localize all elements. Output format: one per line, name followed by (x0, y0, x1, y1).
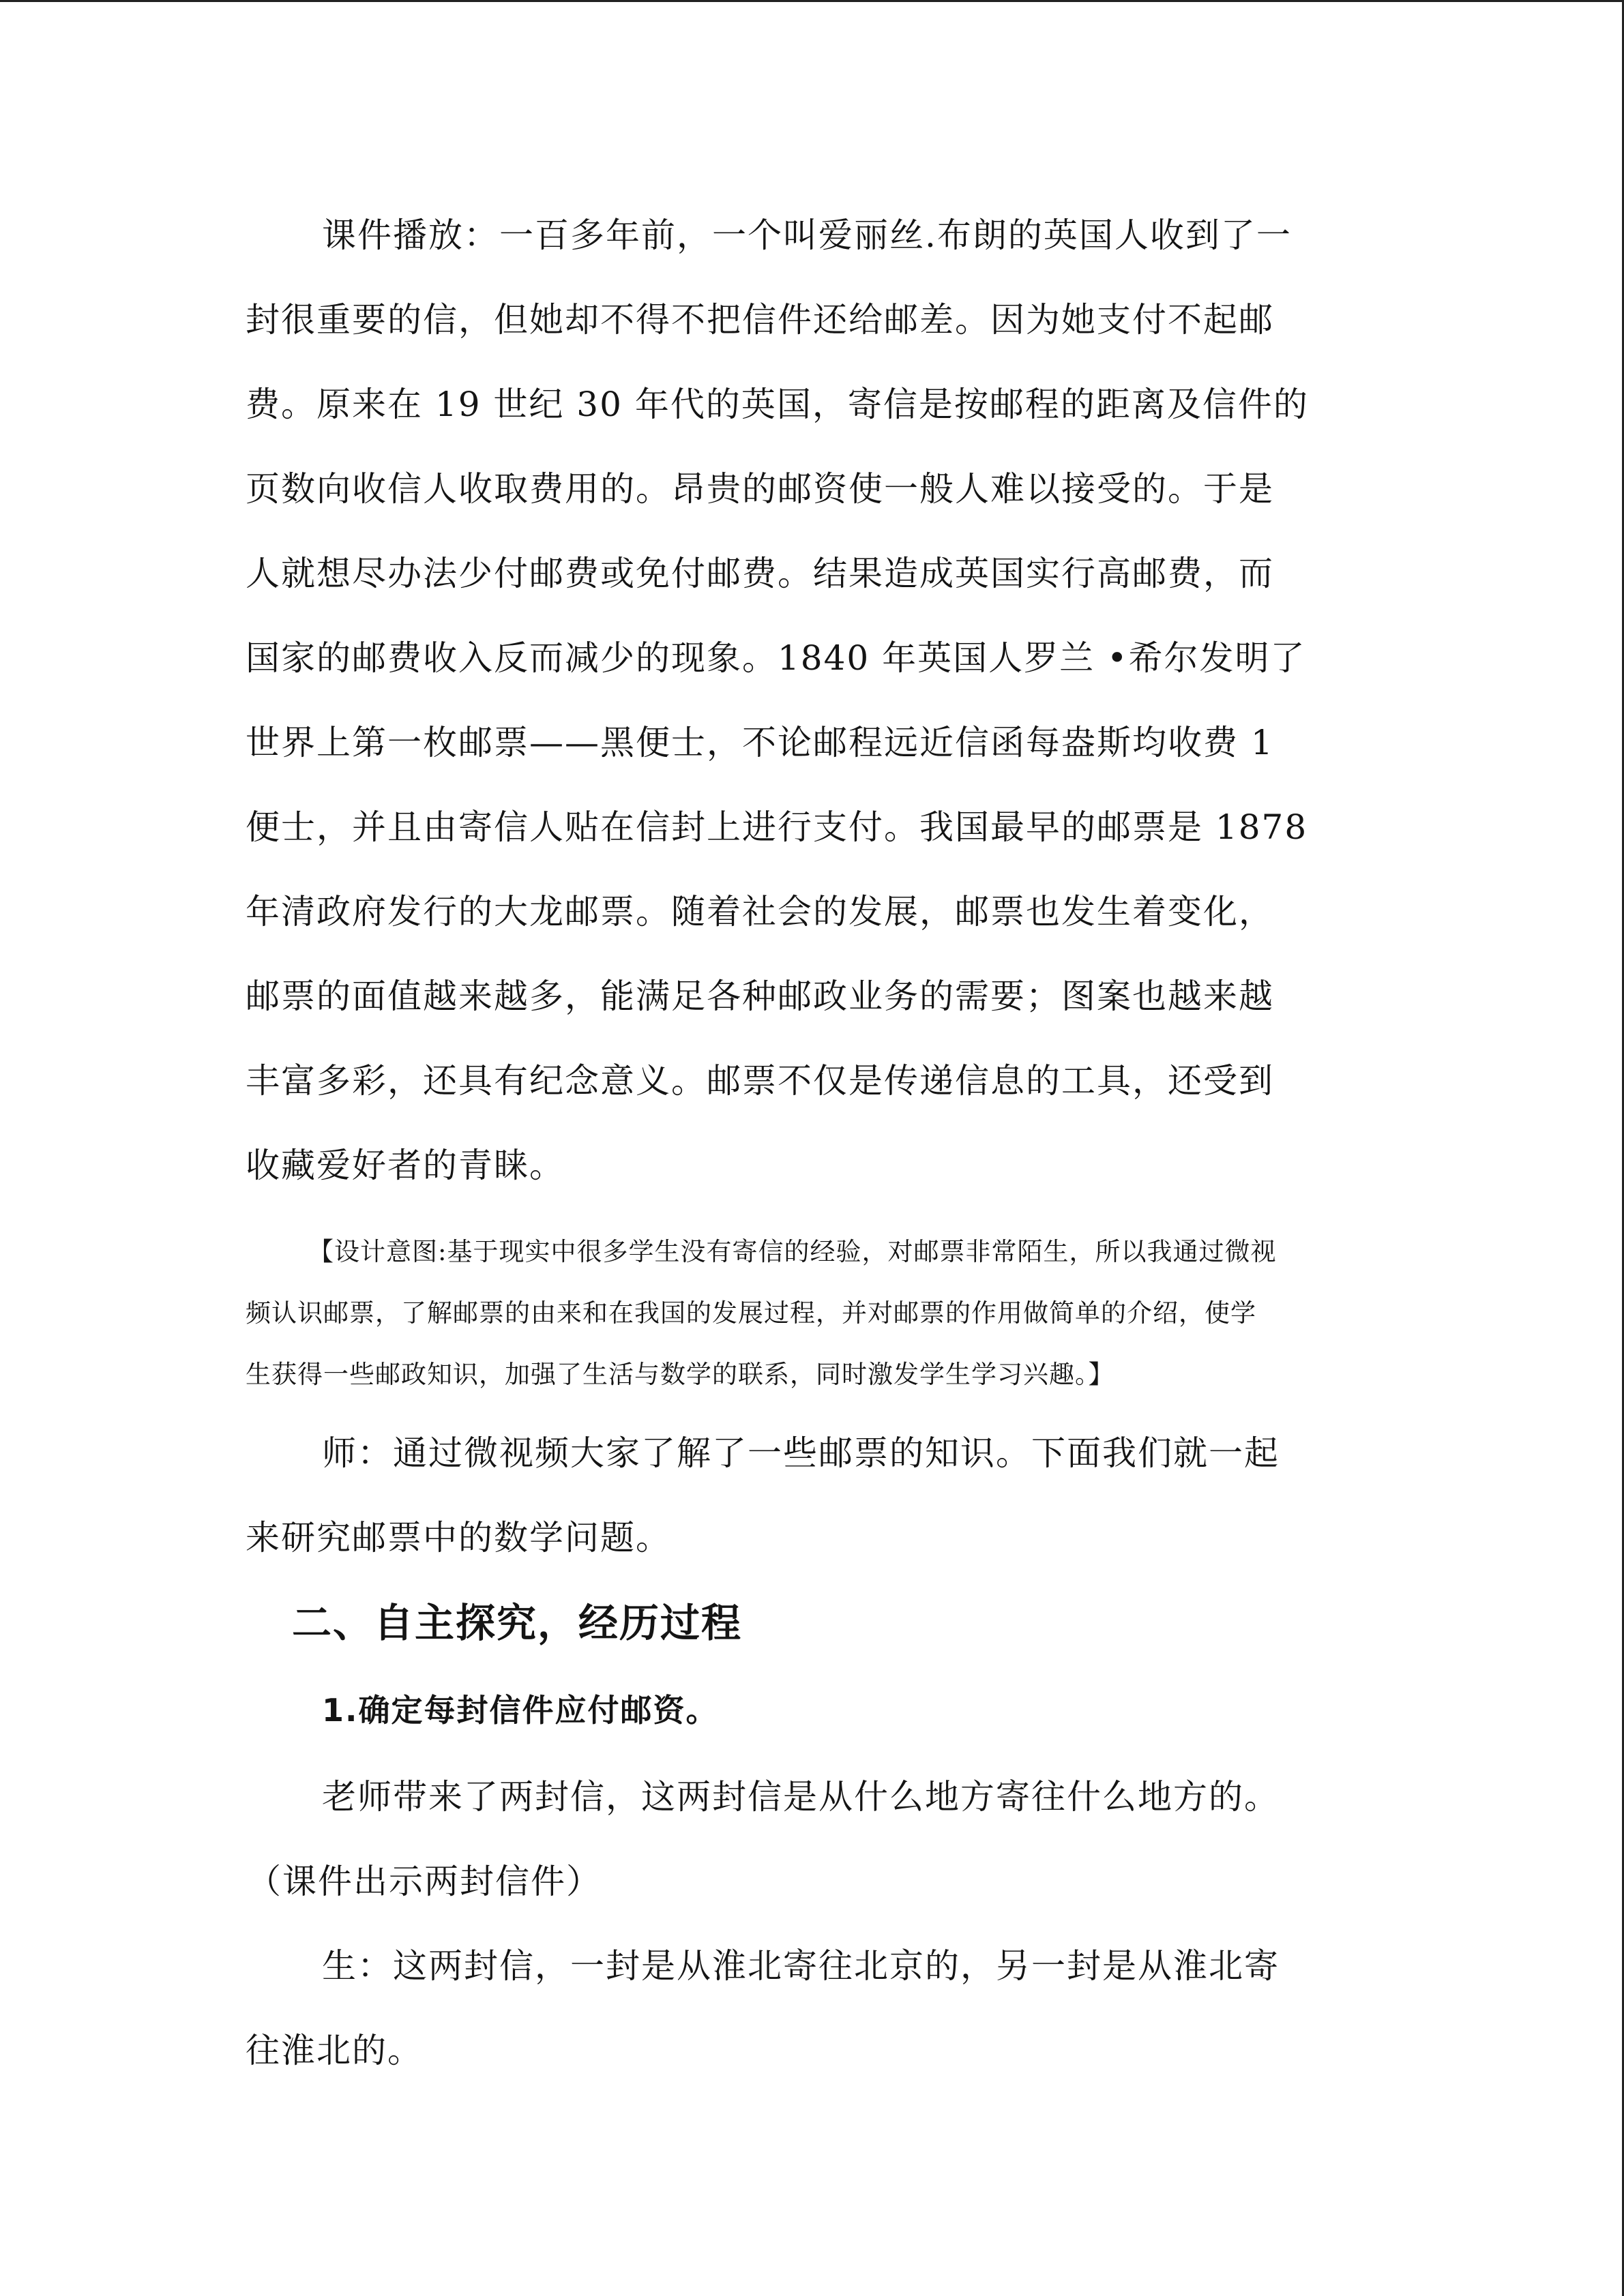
paragraph-line: 国家的邮费收入反而减少的现象。1840 年英国人罗兰 •希尔发明了 (246, 638, 1306, 678)
paragraph-line: 老师带来了两封信，这两封信是从什么地方寄往什么地方的。 (322, 1777, 1280, 1817)
paragraph-line: 课件播放：一百多年前，一个叫爱丽丝.布朗的英国人收到了一 (322, 215, 1292, 255)
paragraph-line: 收藏爱好者的青睐。 (246, 1146, 565, 1185)
paragraph-line: （课件出示两封信件） (247, 1862, 602, 1901)
paragraph-line: 邮票的面值越来越多，能满足各种邮政业务的需要；图案也越来越 (246, 976, 1274, 1016)
section-heading: 二、自主探究，经历过程 (292, 1600, 743, 1646)
paragraph-line: 便士，并且由寄信人贴在信封上进行支付。我国最早的邮票是 1878 (246, 807, 1308, 847)
paragraph-line: 费。原来在 19 世纪 30 年代的英国，寄信是按邮程的距离及信件的 (246, 385, 1309, 424)
paragraph-line: 师：通过微视频大家了解了一些邮票的知识。下面我们就一起 (322, 1433, 1280, 1473)
paragraph-line: 页数向收信人收取费用的。昂贵的邮资使一般人难以接受的。于是 (246, 469, 1274, 509)
paragraph-line: 丰富多彩，还具有纪念意义。邮票不仅是传递信息的工具，还受到 (246, 1061, 1274, 1101)
paragraph-line: 封很重要的信，但她却不得不把信件还给邮差。因为她支付不起邮 (246, 300, 1274, 340)
design-note-line: 生获得一些邮政知识，加强了生活与数学的联系，同时激发学生学习兴趣。】 (246, 1360, 1114, 1389)
design-note-line: 频认识邮票，了解邮票的由来和在我国的发展过程，并对邮票的作用做简单的介绍，使学 (246, 1298, 1256, 1328)
paragraph-line: 往淮北的。 (246, 2031, 423, 2070)
paragraph-line: 世界上第一枚邮票——黑便士，不论邮程远近信函每盎斯均收费 1 (246, 723, 1274, 762)
paragraph-line: 年清政府发行的大龙邮票。随着社会的发展，邮票也发生着变化， (246, 892, 1274, 931)
paragraph-line: 来研究邮票中的数学问题。 (246, 1518, 671, 1557)
paragraph-line: 生：这两封信，一封是从淮北寄往北京的，另一封是从淮北寄 (322, 1946, 1280, 1986)
subsection-heading: 1.确定每封信件应付邮资。 (322, 1692, 719, 1729)
design-note-line: 【设计意图:基于现实中很多学生没有寄信的经验，对邮票非常陌生，所以我通过微视 (308, 1237, 1277, 1266)
paragraph-line: 人就想尽办法少付邮费或免付邮费。结果造成英国实行高邮费，而 (246, 554, 1274, 593)
